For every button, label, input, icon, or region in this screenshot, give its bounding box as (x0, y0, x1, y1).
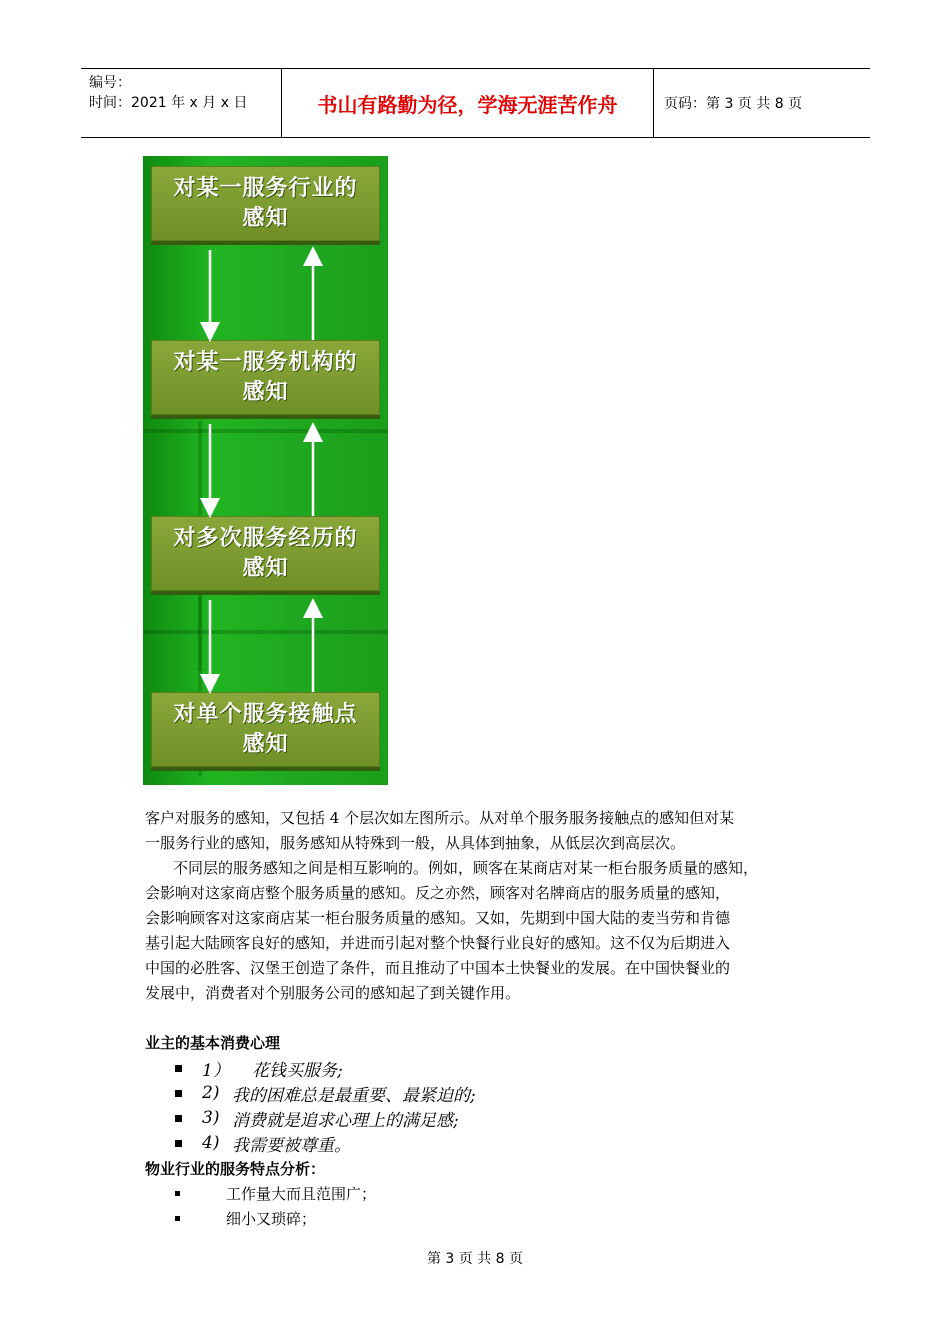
list-item (175, 1180, 376, 1206)
item-text: 细小又琐碎； (226, 1209, 317, 1228)
page-header (81, 68, 870, 138)
level-label: 对某一服务行业的 (173, 175, 358, 201)
text-line: 客户对服务的感知，又包括 4 个层次如左图所示。从对单个服务服务接触点的感知但对某 (145, 809, 735, 827)
bullet-icon (175, 1191, 180, 1196)
text-line: 一服务行业的感知，服务感知从特殊到一般，从具体到抽象，从低层次到高层次。 (145, 834, 686, 852)
bullet-icon (175, 1140, 182, 1147)
item-text: 花钱买服务; (252, 1060, 343, 1081)
item-text: 我需要被尊重。 (232, 1135, 351, 1156)
item-number: 4) (202, 1133, 220, 1153)
text-line: 会影响顾客对这家商店某一柜台服务质量的感知。又如，先期到中国大陆的麦当劳和肯德 (145, 909, 731, 927)
level-label: 感知 (242, 379, 289, 405)
text-line: 中国的必胜客、汉堡王创造了条件，而且推动了中国本土快餐业的发展。在中国快餐业的 (145, 959, 731, 977)
level-label: 对多次服务经历的 (173, 525, 358, 551)
paragraph-intro (145, 806, 815, 856)
text-line: 基引起大陆顾客良好的感知，并进而引起对整个快餐行业良好的感知。这不仅为后期进入 (145, 934, 731, 952)
text-line: 发展中，消费者对个别服务公司的感知起了到关键作用。 (145, 984, 521, 1002)
level-label: 感知 (242, 555, 289, 581)
diagram-arrows (143, 156, 388, 785)
paragraph-influence (145, 856, 815, 1006)
item-number: 3) (202, 1108, 220, 1128)
list-item (175, 1080, 476, 1106)
section-title: 业主的基本消费心理 (145, 1034, 281, 1052)
motto: 书山有路勤为径，学海无涯苦作舟 (282, 69, 654, 137)
level-label: 感知 (242, 205, 289, 231)
text-line: 不同层的服务感知之间是相互影响的。例如，顾客在某商店对某一柜台服务质量的感知， (173, 859, 759, 877)
item-text: 消费就是追求心理上的满足感; (232, 1110, 459, 1131)
header-left-cell (81, 69, 282, 137)
bullet-icon (175, 1065, 182, 1072)
service-perception-diagram (143, 156, 388, 785)
list-item (175, 1205, 316, 1231)
level-label: 对单个服务接触点 (173, 701, 358, 727)
list-item (175, 1130, 351, 1156)
list-item (175, 1055, 343, 1081)
text-line: 会影响对这家商店整个服务质量的感知。反之亦然，顾客对名牌商店的服务质量的感知， (145, 884, 731, 902)
time-label: 时间：2021 年 x 月 x 日 (89, 95, 248, 111)
item-number: 1） (202, 1060, 230, 1081)
list-item (175, 1105, 459, 1131)
page-info: 页码：第 3 页 共 8 页 (664, 96, 803, 112)
item-number: 2) (202, 1083, 220, 1103)
level-label: 感知 (242, 731, 289, 757)
section-title: 物业行业的服务特点分析： (145, 1160, 326, 1178)
level-label: 对某一服务机构的 (173, 349, 358, 375)
page-footer: 第 3 页 共 8 页 (426, 1251, 524, 1267)
bullet-icon (175, 1090, 182, 1097)
item-text: 我的困难总是最重要、最紧迫的; (232, 1085, 476, 1106)
item-text: 工作量大而且范围广； (226, 1184, 377, 1203)
number-label: 编号： (89, 75, 131, 91)
bullet-icon (175, 1216, 180, 1221)
bullet-icon (175, 1115, 182, 1122)
